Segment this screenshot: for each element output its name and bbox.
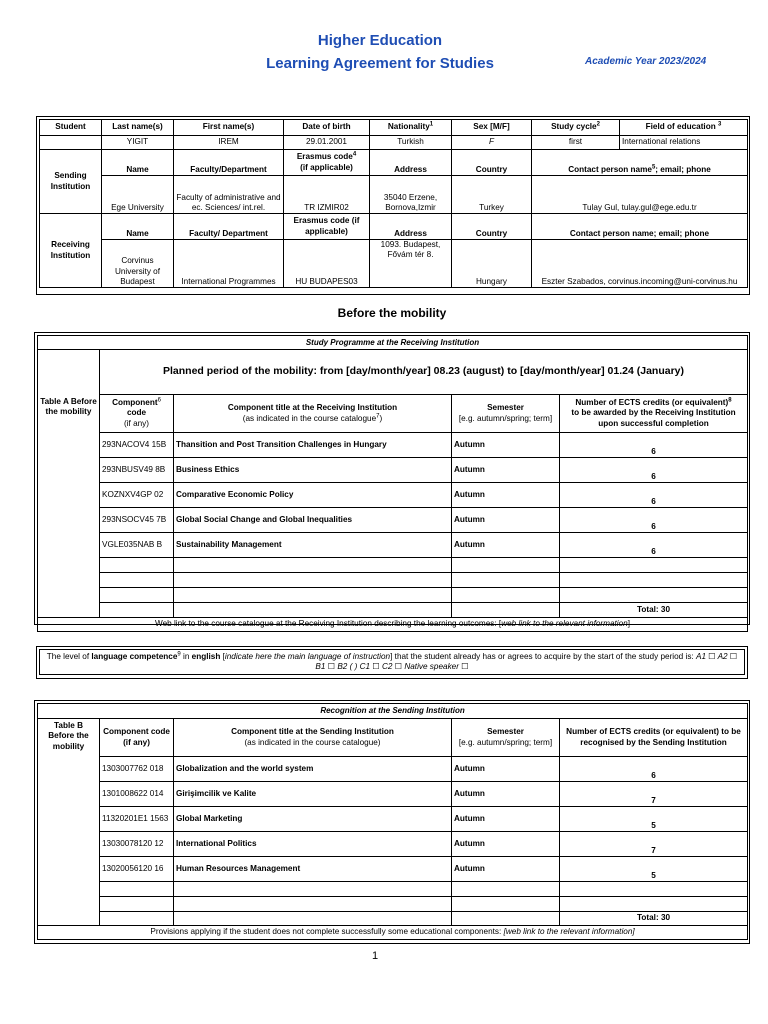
sending-header-row — [40, 150, 748, 176]
table-a-title-header-2: (as indicated in the course catalogue — [242, 413, 377, 423]
empty-cell — [174, 558, 452, 573]
study-cycle-value: first — [532, 136, 620, 150]
student-header-row — [40, 120, 748, 136]
table-a-ects: 6 — [560, 433, 748, 458]
table-b-code: 1303007762 018 — [100, 757, 174, 782]
table-a-code: 293NBUSV49 8B — [100, 458, 174, 483]
table-row — [38, 433, 748, 458]
academic-year: Academic Year 2023/2024 — [585, 56, 707, 67]
table-a-title: Thansition and Post Transition Challenges in Hungary — [174, 433, 452, 458]
empty-cell — [100, 573, 174, 588]
receiving-values-row — [40, 240, 748, 288]
table-a-ects: 6 — [560, 508, 748, 533]
language-row — [40, 650, 745, 675]
receiving-address-header: Address — [370, 214, 452, 240]
empty-cell — [452, 912, 560, 926]
empty-cell — [100, 603, 174, 618]
table-b-ects: 7 — [560, 832, 748, 857]
table-a-code-footnote: 6 — [157, 397, 161, 404]
table-a-title: Global Social Change and Global Inequalities — [174, 508, 452, 533]
sending-erasmus-header-text: Erasmus code — [296, 152, 353, 162]
sending-name-header: Name — [102, 150, 174, 176]
table-a-title: Business Ethics — [174, 458, 452, 483]
table-a-label: Table A Before the mobility — [38, 395, 100, 618]
empty-cell — [174, 882, 452, 897]
table-a-period-row — [38, 350, 748, 395]
nationality-header — [370, 120, 452, 136]
table-b-code-header: Component code (if any) — [100, 719, 174, 757]
page-number: 1 — [371, 950, 379, 962]
last-name-value: YIGIT — [102, 136, 174, 150]
table-b-title-header — [174, 719, 452, 757]
dob-value: 29.01.2001 — [284, 136, 370, 150]
table-a-code: 293NACOV4 15B — [100, 433, 174, 458]
language-frame — [36, 646, 748, 679]
table-a-title-header-end: ) — [379, 413, 383, 423]
table-b-semester: Autumn — [452, 757, 560, 782]
empty-cell — [100, 912, 174, 926]
sending-institution-label: Sending Institution — [40, 150, 102, 214]
field-header-text: Field of education — [645, 122, 716, 132]
language-bracket: [ — [220, 651, 225, 661]
empty-cell — [560, 558, 748, 573]
empty-cell — [100, 882, 174, 897]
table-a-title-header-text: Component title at the Receiving Institution — [227, 403, 398, 413]
receiving-header-row — [40, 214, 748, 240]
table-b-code: 13030078120 12 — [100, 832, 174, 857]
empty-cell — [452, 603, 560, 618]
table-a-semester: Autumn — [452, 433, 560, 458]
empty-cell — [174, 603, 452, 618]
contact-footnote: 5 — [651, 164, 656, 171]
empty-cell — [174, 912, 452, 926]
table-a-title: Sustainability Management — [174, 533, 452, 558]
sending-country-value: Turkey — [452, 176, 532, 214]
table-a-code: KOZNXV4GP 02 — [100, 483, 174, 508]
empty-cell — [560, 897, 748, 912]
table-a-code: VGLE035NAB B — [100, 533, 174, 558]
table-row — [38, 458, 748, 483]
nationality-value: Turkish — [370, 136, 452, 150]
table-a-title-footnote: 7 — [376, 412, 380, 419]
table-a-semester-header-2: [e.g. autumn/spring; term] — [458, 413, 553, 423]
table-b-label: Table B Before the mobility — [38, 719, 100, 926]
table-b-semester: Autumn — [452, 782, 560, 807]
table-b-provisions — [38, 926, 748, 940]
sending-erasmus-value: TR IZMIR02 — [284, 176, 370, 214]
table-b-frame — [34, 700, 750, 944]
empty-cell — [560, 573, 748, 588]
student-label: Student — [40, 120, 102, 136]
first-name-header: First name(s) — [174, 120, 284, 136]
receiving-contact-header: Contact person name; email; phone — [532, 214, 748, 240]
table-row — [38, 782, 748, 807]
language-suffix: ] that the student already has or agrees to acquire by the start of the study period is: — [390, 651, 696, 661]
empty-cell — [100, 897, 174, 912]
table-b-title: Human Resources Management — [174, 857, 452, 882]
table-row — [38, 508, 748, 533]
sending-faculty-header: Faculty/Department — [174, 150, 284, 176]
sending-address-header: Address — [370, 150, 452, 176]
table-row — [38, 857, 748, 882]
table-b-ects-header: Number of ECTS credits (or equivalent) to be recognised by the Sending Institution — [560, 719, 748, 757]
table-row — [38, 533, 748, 558]
table-a-semester: Autumn — [452, 483, 560, 508]
empty-cell — [174, 588, 452, 603]
sending-faculty-value: Faculty of administrative and ec. Sciences/ int.rel. — [174, 176, 284, 214]
language-competence-statement — [40, 650, 745, 675]
table-a-code-header-text: Component — [112, 398, 158, 408]
field-footnote: 3 — [718, 121, 722, 128]
sex-value: F — [452, 136, 532, 150]
table-a-label-spacer — [38, 350, 100, 395]
table-b-semester: Autumn — [452, 807, 560, 832]
table-a-ects: 6 — [560, 458, 748, 483]
empty-cell — [452, 588, 560, 603]
receiving-contact-value: Eszter Szabados, corvinus.incoming@uni-corvinus.hu — [532, 240, 748, 288]
table-row — [38, 757, 748, 782]
student-values-row — [40, 136, 748, 150]
table-b-semester-header — [452, 719, 560, 757]
language-footnote: 9 — [177, 651, 181, 658]
sending-contact-header-end: ; email; phone — [655, 164, 711, 174]
student-info-frame — [36, 116, 750, 295]
empty-cell — [560, 588, 748, 603]
table-b-ects: 7 — [560, 782, 748, 807]
table-b-title-header-text: Component title at the Sending Institution — [231, 727, 394, 737]
table-a-code-header-2: code — [126, 408, 147, 418]
language-instruction: indicate here the main language of instruction — [224, 651, 391, 661]
table-b-header-row — [38, 719, 748, 757]
dob-header: Date of birth — [284, 120, 370, 136]
table-row — [38, 483, 748, 508]
first-name-value: IREM — [174, 136, 284, 150]
receiving-address-value: 1093. Budapest, Fővám tér 8. — [370, 240, 452, 288]
table-b-title-header-2: (as indicated in the course catalogue) — [244, 737, 381, 747]
table-b-total: Total: 30 — [560, 912, 748, 926]
empty-cell — [100, 588, 174, 603]
table-row — [38, 558, 748, 573]
table-a-ects-header-text: Number of ECTS credits (or equivalent) — [575, 398, 729, 408]
language-name: english — [191, 651, 221, 661]
empty-cell — [452, 897, 560, 912]
table-a-ects-header — [560, 395, 748, 433]
receiving-erasmus-value: HU BUDAPES03 — [284, 240, 370, 288]
sending-country-header: Country — [452, 150, 532, 176]
nationality-footnote: 1 — [429, 121, 434, 128]
before-mobility-title: Before the mobility — [337, 306, 447, 320]
table-a-frame — [34, 332, 750, 629]
sending-name-value: Ege University — [102, 176, 174, 214]
table-a-ects-header-2: to be awarded by the Receiving Institution upon successful completion — [571, 408, 736, 428]
sending-contact-value: Tulay Gul, tulay.gul@ege.edu.tr — [532, 176, 748, 214]
table-a-section-title: Study Programme at the Receiving Institution — [38, 336, 748, 350]
table-a-weblink-row — [38, 618, 748, 632]
receiving-country-header: Country — [452, 214, 532, 240]
weblink-end: ] — [627, 619, 630, 629]
receiving-name-header: Name — [102, 214, 174, 240]
table-b-total-row — [38, 912, 748, 926]
table-row — [38, 882, 748, 897]
table-a-semester: Autumn — [452, 533, 560, 558]
table-row — [38, 807, 748, 832]
table-a-code: 293NSOCV45 7B — [100, 508, 174, 533]
sending-address-value: 35040 Erzene, Bornova,Izmir — [370, 176, 452, 214]
table-row — [38, 588, 748, 603]
table-row — [38, 897, 748, 912]
empty-cell — [174, 897, 452, 912]
table-b-semester-header-text: Semester — [487, 727, 524, 737]
table-a-semester-header — [452, 395, 560, 433]
table-b-semester: Autumn — [452, 832, 560, 857]
document-title: Higher Education — [317, 32, 443, 49]
sending-contact-header-text: Contact person name — [568, 164, 652, 174]
table-b-title: Girişimcilik ve Kalite — [174, 782, 452, 807]
table-a-code-header — [100, 395, 174, 433]
sending-contact-header — [532, 150, 748, 176]
table-row — [38, 832, 748, 857]
receiving-faculty-header: Faculty/ Department — [174, 214, 284, 240]
field-header — [620, 120, 748, 136]
weblink-text: Web link to the course catalogue at the Receiving Institution describing the learning outcomes: [ — [154, 619, 502, 629]
nationality-header-text: Nationality — [387, 122, 430, 132]
table-b-title: Global Marketing — [174, 807, 452, 832]
sex-header: Sex [M/F] — [452, 120, 532, 136]
language-mid: in — [180, 651, 192, 661]
table-b-provisions-row — [38, 926, 748, 940]
language-table — [39, 649, 745, 675]
table-a-code-header-3: (if any) — [123, 418, 150, 428]
table-b-ects: 5 — [560, 857, 748, 882]
table-b-code: 11320201E1 1563 — [100, 807, 174, 832]
receiving-erasmus-header: Erasmus code (if applicable) — [284, 214, 370, 240]
language-levels[interactable]: A1 ☐ A2 ☐ B1 ☐ B2 ( ) C1 ☐ C2 ☐ Native speaker ☐ — [315, 651, 738, 671]
table-a-title: Comparative Economic Policy — [174, 483, 452, 508]
table-b-semester: Autumn — [452, 857, 560, 882]
sending-values-row — [40, 176, 748, 214]
receiving-country-value: Hungary — [452, 240, 532, 288]
weblink-placeholder[interactable]: web link to the relevant information — [501, 619, 628, 629]
empty-cell — [100, 558, 174, 573]
receiving-institution-label: Receiving Institution — [40, 214, 102, 288]
table-a-section-row — [38, 336, 748, 350]
table-b-ects: 5 — [560, 807, 748, 832]
table-b — [37, 703, 748, 940]
table-a-weblink — [38, 618, 748, 632]
empty-cell — [452, 558, 560, 573]
table-row — [38, 573, 748, 588]
table-b-title: Globalization and the world system — [174, 757, 452, 782]
table-a-ects-footnote: 8 — [728, 397, 732, 404]
study-cycle-header — [532, 120, 620, 136]
receiving-name-value: Corvinus University of Budapest — [102, 240, 174, 288]
provisions-text: Provisions applying if the student does not complete successfully some educational components: — [150, 927, 504, 937]
table-a-semester: Autumn — [452, 508, 560, 533]
table-b-code: 1301008622 014 — [100, 782, 174, 807]
study-cycle-footnote: 2 — [596, 121, 600, 128]
language-competence-label: language competence — [91, 651, 178, 661]
language-prefix: The level of — [46, 651, 92, 661]
sending-erasmus-header — [284, 150, 370, 176]
table-b-semester-header-2: [e.g. autumn/spring; term] — [458, 737, 553, 747]
study-cycle-header-text: Study cycle — [551, 122, 597, 132]
receiving-faculty-value: International Programmes — [174, 240, 284, 288]
provisions-link-placeholder[interactable]: [web link to the relevant information] — [503, 927, 635, 937]
document-subtitle: Learning Agreement for Studies — [266, 55, 494, 72]
field-value: International relations — [620, 136, 748, 150]
table-a-total: Total: 30 — [560, 603, 748, 618]
sending-erasmus-header-sub: (if applicable) — [300, 162, 353, 172]
table-a-semester-header-text: Semester — [487, 403, 524, 413]
student-info-table — [39, 119, 748, 288]
table-a — [37, 335, 748, 632]
last-name-header: Last name(s) — [102, 120, 174, 136]
empty-cell — [174, 573, 452, 588]
table-b-section-title: Recognition at the Sending Institution — [38, 704, 748, 719]
table-b-section-row — [38, 704, 748, 719]
empty-cell — [452, 573, 560, 588]
table-a-semester: Autumn — [452, 458, 560, 483]
table-a-ects: 6 — [560, 533, 748, 558]
table-a-header-row — [38, 395, 748, 433]
empty-cell — [452, 882, 560, 897]
table-b-ects: 6 — [560, 757, 748, 782]
table-a-ects: 6 — [560, 483, 748, 508]
student-blank-cell — [40, 136, 102, 150]
erasmus-footnote: 4 — [352, 151, 357, 158]
table-a-title-header — [174, 395, 452, 433]
empty-cell — [560, 882, 748, 897]
table-b-code: 13020056120 16 — [100, 857, 174, 882]
planned-period: Planned period of the mobility: from [day/month/year] 08.23 (august) to [day/month/year] 01.24 (January) — [100, 350, 748, 395]
table-a-total-row — [38, 603, 748, 618]
table-b-title: International Politics — [174, 832, 452, 857]
